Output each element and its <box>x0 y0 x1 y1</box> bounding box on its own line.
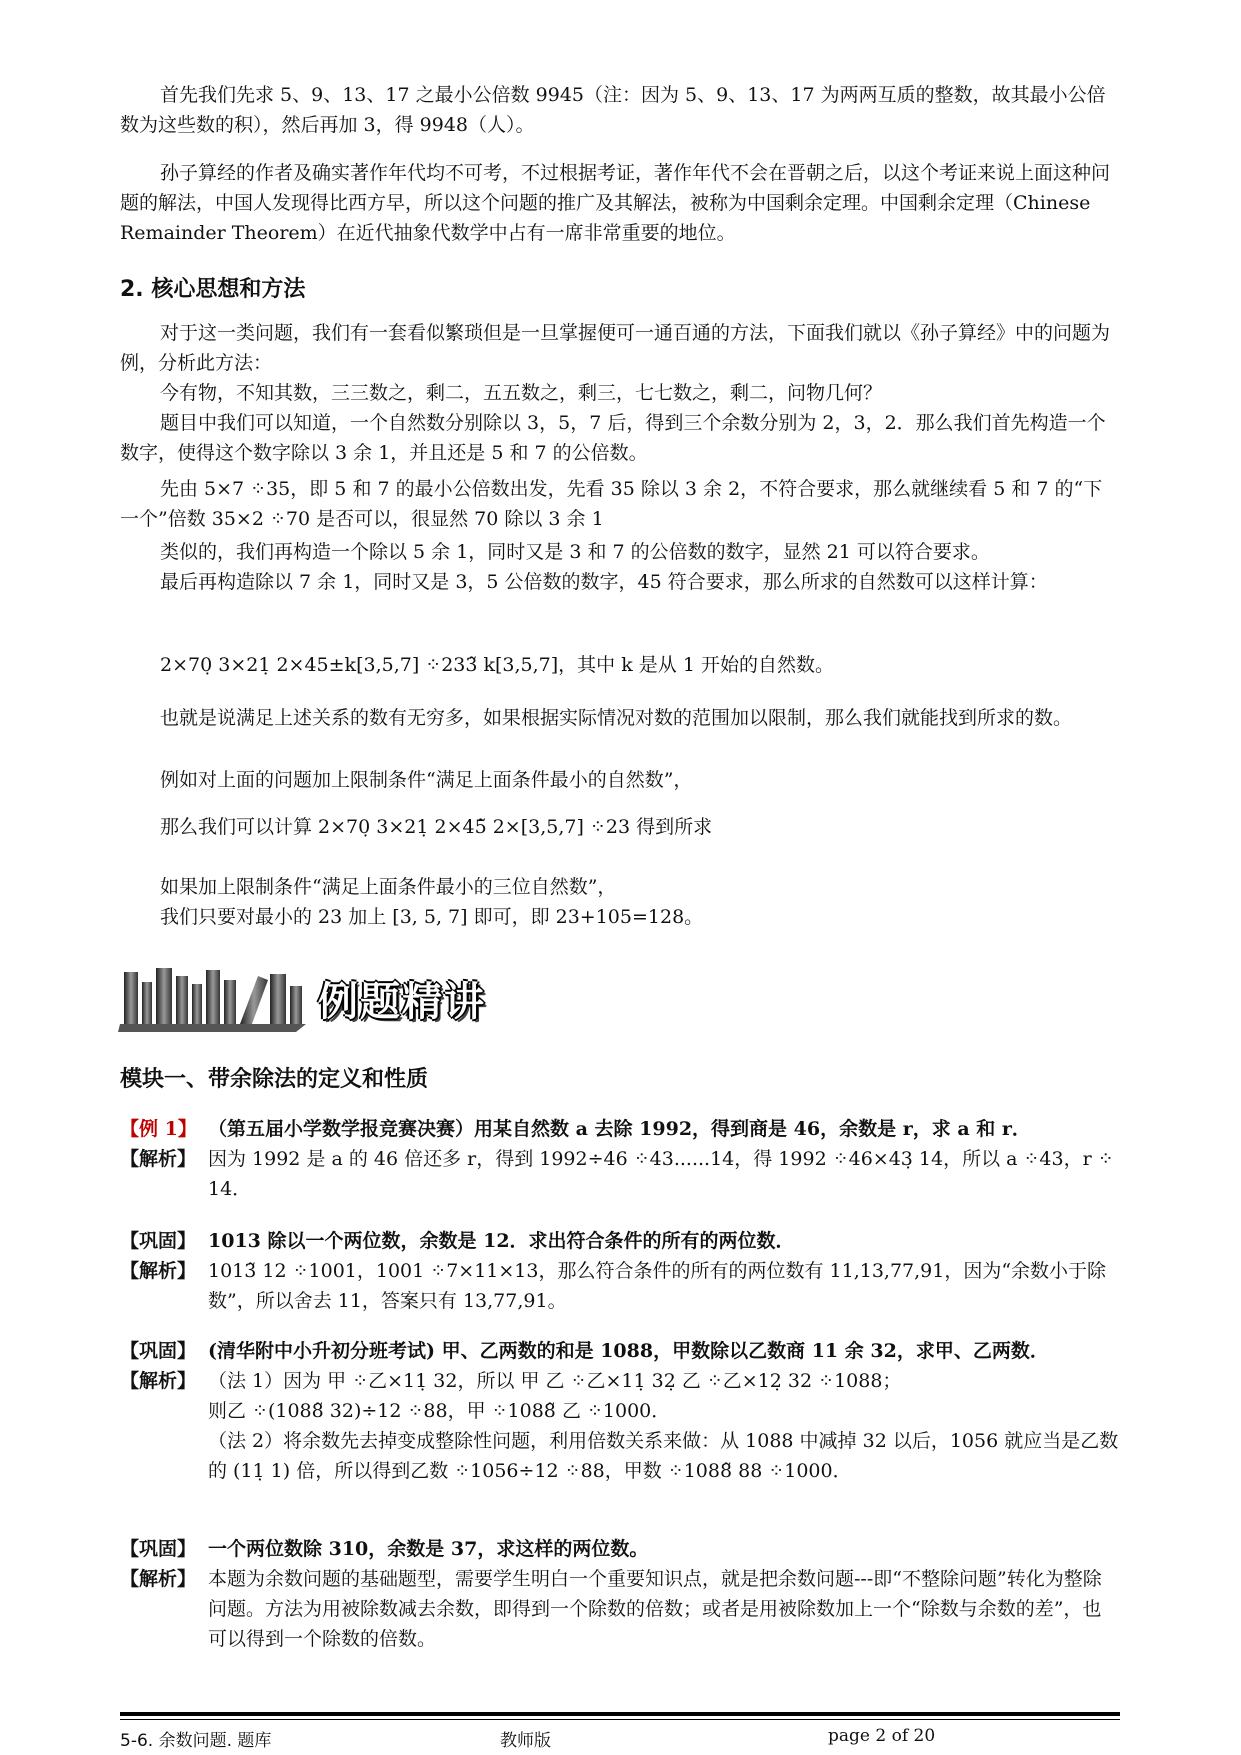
question-text: (清华附中小升初分班考试) 甲、乙两数的和是 1088，甲数除以乙数商 11 余 32，求甲、乙两数． <box>208 1340 1049 1362</box>
banner-title: 例题精讲 <box>318 979 486 1025</box>
footer-left: 5-6. 余数问题. 题库 <box>120 1731 272 1751</box>
footer-rule <box>120 1712 1120 1716</box>
bookshelf-icon <box>118 962 308 1032</box>
page-number: page 2 of 20 <box>828 1726 936 1746</box>
practice-tag: 【巩固】 <box>120 1538 197 1560</box>
method-paragraph-11: 我们只要对最小的 23 加上 [3, 5, 7] 即可，即 23+105=128。 <box>160 906 704 928</box>
solution-text: （法 1）因为 甲 ⁘乙×11̣ 32，所以 甲 乙 ⁘乙×11̣ 32̣ 乙 ⁘乙×12̣ 32 ⁘1088； <box>208 1370 902 1392</box>
method-paragraph-1: 对于这一类问题，我们有一套看似繁琐但是一旦掌握便可一通百通的方法，下面我们就以《孙子算经》中的问题为例，分析此方法： <box>120 322 1111 374</box>
method-paragraph-5: 类似的，我们再构造一个除以 5 余 1，同时又是 3 和 7 的公倍数的数字，显然 21 可以符合要求。 <box>160 541 990 563</box>
method-paragraph-7: 也就是说满足上述关系的数有无穷多，如果根据实际情况对数的范围加以限制，那么我们就能找到所求的数。 <box>160 707 1073 729</box>
intro-paragraph-2: 孙子算经的作者及确实著作年代均不可考，不过根据考证，著作年代不会在晋朝之后，以这个考证来说上面这种问题的解法，中国人发现得比西方早，所以这个问题的推广及其解法，被称为中国剩余定理。中国剩余定理（Chinese Remainder Theorem）在近代抽象代数学中占有一席非常重要的地位。 <box>120 162 1111 244</box>
practice-tag: 【巩固】 <box>120 1230 197 1252</box>
practice-tag: 【巩固】 <box>120 1340 197 1362</box>
question-text: （第五届小学数学报竞赛决赛）用某自然数 a 去除 1992，得到商是 46，余数是 r，求 a 和 r． <box>208 1118 1031 1140</box>
practice-item <box>120 1226 1120 1316</box>
solution-tag: 【解析】 <box>120 1370 197 1392</box>
solution-tag: 【解析】 <box>120 1260 197 1282</box>
practice-item <box>120 1534 1120 1654</box>
solution-text: 因为 1992 是 a 的 46 倍还多 r，得到 1992÷46 ⁘43......14，得 1992 ⁘46×43̣ 14，所以 a ⁘43，r ⁘14． <box>208 1148 1114 1200</box>
module-heading: 模块一、带余除法的定义和性质 <box>120 1067 429 1092</box>
practice-item <box>120 1336 1120 1486</box>
method-paragraph-9: 那么我们可以计算 2×70̣ 3×21̣ 2×45̃ 2×[3,5,7] ⁘23 得到所求 <box>160 816 713 838</box>
method-paragraph-4: 先由 5×7 ⁘35，即 5 和 7 的最小公倍数出发，先看 35 除以 3 余 2，不符合要求，那么就继续看 5 和 7 的“下一个”倍数 35×2 ⁘70 是否可以，很显然 70 除以 3 余 1 <box>120 478 1103 530</box>
question-text: 1013 除以一个两位数，余数是 12．求出符合条件的所有的两位数． <box>208 1230 795 1252</box>
solution-text: 1013̃ 12 ⁘1001，1001 ⁘7×11×13，那么符合条件的所有的两位数有 11,13,77,91，因为“余数小于除数”，所以舍去 11，答案只有 13,77,91。 <box>208 1260 1107 1312</box>
intro-paragraph-1: 首先我们先求 5、9、13、17 之最小公倍数 9945（注：因为 5、9、13、17 为两两互质的整数，故其最小公倍数为这些数的积），然后再加 3，得 9948（人）。 <box>120 84 1106 136</box>
solution-text: 则乙 ⁘(1088̃ 32)÷12 ⁘88，甲 ⁘1088̃ 乙 ⁘1000． <box>208 1400 671 1422</box>
formula-line: 2×70̣ 3×21̣ 2×45±k[3,5,7] ⁘233̃ k[3,5,7]，其中 k 是从 1 开始的自然数。 <box>160 654 834 676</box>
example-item <box>120 1114 1120 1204</box>
method-paragraph-3: 题目中我们可以知道，一个自然数分别除以 3，5，7 后，得到三个余数分别为 2，3，2．那么我们首先构造一个数字，使得这个数字除以 3 余 1，并且还是 5 和 7 的公倍数。 <box>120 412 1106 464</box>
question-text: 一个两位数除 310，余数是 37，求这样的两位数。 <box>208 1538 649 1560</box>
solution-tag: 【解析】 <box>120 1148 197 1170</box>
solution-text: 本题为余数问题的基础题型，需要学生明白一个重要知识点，就是把余数问题---即“不整除问题”转化为整除问题。方法为用被除数减去余数，即得到一个除数的倍数；或者是用被除数加上一个“除数与余数的差”，也可以得到一个除数的倍数。 <box>208 1568 1102 1650</box>
method-paragraph-6: 最后再构造除以 7 余 1，同时又是 3，5 公倍数的数字，45 符合要求，那么所求的自然数可以这样计算： <box>160 571 1048 593</box>
section-heading: 2. 核心思想和方法 <box>120 277 306 302</box>
solution-text: （法 2）将余数先去掉变成整除性问题，利用倍数关系来做：从 1088 中减掉 32 以后，1056 就应当是乙数的 (11̣ 1) 倍，所以得到乙数 ⁘1056÷12 ⁘88，甲数 ⁘1088̃ 88 ⁘1000． <box>208 1430 1119 1482</box>
method-paragraph-8: 例如对上面的问题加上限制条件“满足上面条件最小的自然数”， <box>160 769 693 791</box>
footer-rule <box>120 1719 1120 1720</box>
footer-center: 教师版 <box>500 1731 551 1751</box>
method-paragraph-2: 今有物，不知其数，三三数之，剩二，五五数之，剩三，七七数之，剩二，问物几何？ <box>160 382 883 404</box>
solution-tag: 【解析】 <box>120 1568 197 1590</box>
example-banner <box>118 958 498 1038</box>
example-tag: 【例 1】 <box>120 1118 197 1140</box>
method-paragraph-10: 如果加上限制条件“满足上面条件最小的三位自然数”， <box>160 876 617 898</box>
